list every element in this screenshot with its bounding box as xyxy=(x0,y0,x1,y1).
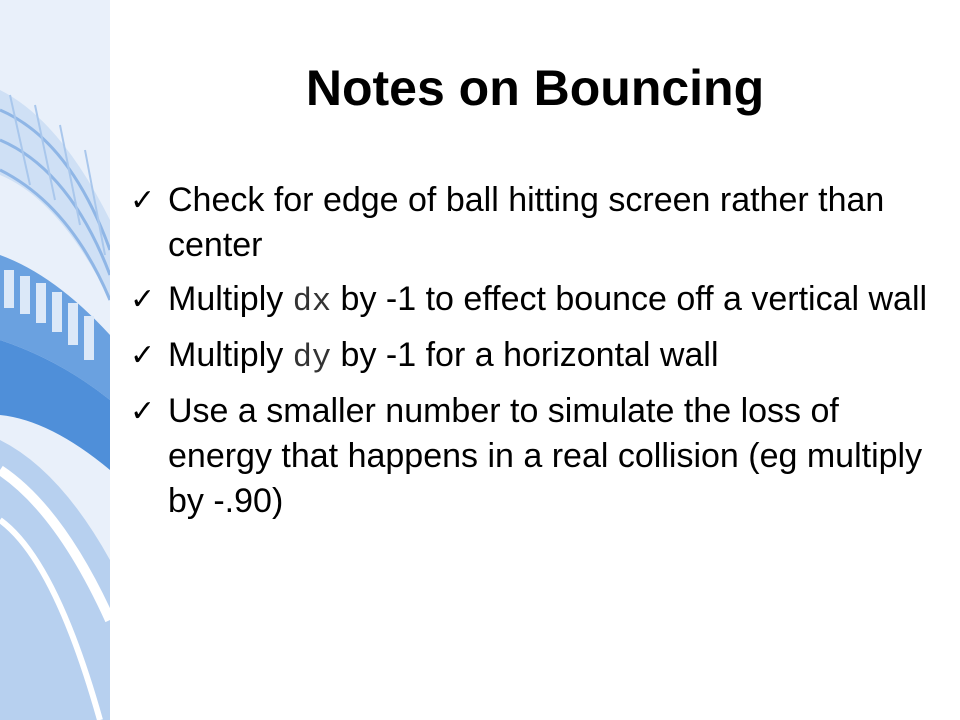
code-dy: dy xyxy=(292,339,332,376)
bullet-item xyxy=(130,178,930,268)
decorative-side-band xyxy=(0,0,110,720)
bullet-text: Use a smaller number to simulate the loss of energy that happens in a real collision (eg multiply by -.90) xyxy=(168,392,923,520)
slide-title: Notes on Bouncing xyxy=(305,60,765,116)
bullet-text-suffix: by -1 for a horizontal wall xyxy=(331,336,719,374)
checkmark-icon: ✓ xyxy=(130,394,156,429)
bullet-text-suffix: by -1 to effect bounce off a vertical wall xyxy=(331,280,928,318)
checkmark-icon: ✓ xyxy=(130,183,156,218)
checkmark-icon: ✓ xyxy=(130,338,156,373)
bullet-item xyxy=(130,389,930,524)
bullet-text: Check for edge of ball hitting screen rather than center xyxy=(168,181,885,264)
bullet-item xyxy=(130,277,930,324)
tunnel-illustration xyxy=(0,0,110,720)
bullet-list xyxy=(130,178,930,533)
bullet-text-prefix: Multiply xyxy=(168,336,293,374)
code-dx: dx xyxy=(292,283,332,320)
checkmark-icon: ✓ xyxy=(130,282,156,317)
bullet-text-prefix: Multiply xyxy=(168,280,293,318)
bullet-item xyxy=(130,333,930,380)
